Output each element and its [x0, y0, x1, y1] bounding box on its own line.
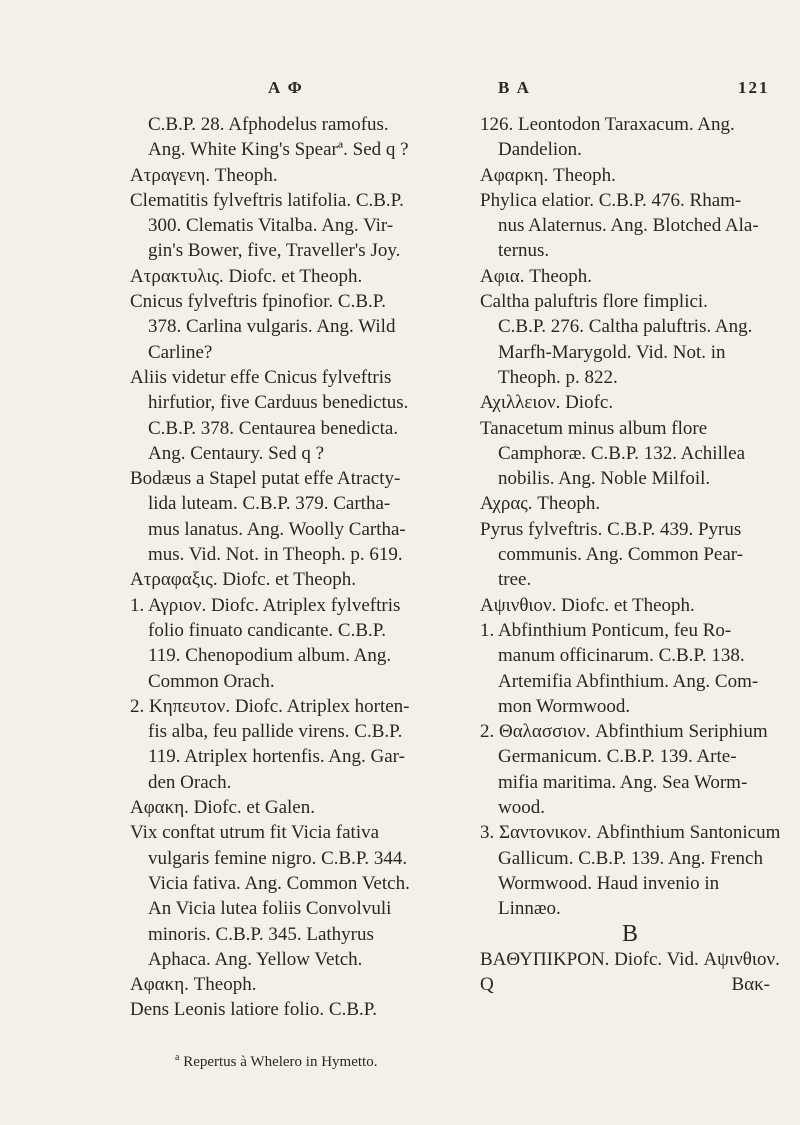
- text-line: 300. Clematis Vitalba. Ang. Vir-: [148, 215, 394, 237]
- text-line: lida luteam. C.B.P. 379. Cartha-: [148, 493, 391, 515]
- text-line: Ang. Centaury. Sed q ?: [148, 442, 325, 464]
- text-line: 2. Θαλασσιον. Abfinthium Seriphium: [480, 721, 768, 743]
- text-line: vulgaris femine nigro. C.B.P. 344.: [148, 847, 408, 869]
- footnote-mark: a: [175, 1052, 180, 1063]
- text-line: Dens Leonis latiore folio. C.B.P.: [130, 999, 377, 1021]
- text-line: Αφαρκη. Theoph.: [480, 164, 616, 186]
- right-column: [480, 112, 780, 997]
- text-line: 1. Abfinthium Ponticum, feu Ro-: [480, 619, 732, 641]
- text-line: nus Alaternus. Ang. Blotched Ala-: [498, 215, 759, 237]
- text-line: hirfutior, five Carduus benedictus.: [148, 392, 409, 414]
- signature-mark: Q: [480, 974, 494, 996]
- text-line: Αχιλλειον. Diofc.: [480, 392, 614, 414]
- text-line: nobilis. Ang. Noble Milfoil.: [498, 468, 711, 490]
- text-line: ternus.: [498, 240, 550, 262]
- text-line: communis. Ang. Common Pear-: [498, 544, 744, 566]
- header-center: B A: [498, 78, 531, 97]
- text-line: 3. Σαντονικον. Abfinthium Santonicum: [480, 822, 781, 844]
- signature-line: [480, 972, 780, 997]
- text-line: Ατρακτυλις. Diofc. et Theoph.: [130, 265, 363, 287]
- text-line: 1. Αγριον. Diofc. Atriplex fylveftris: [130, 594, 401, 616]
- text-line: 126. Leontodon Taraxacum. Ang.: [480, 114, 735, 135]
- footnote-text: Repertus à Whelero in Hymetto.: [183, 1054, 378, 1070]
- text-line: Caltha paluftris flore fimplici.: [480, 291, 708, 313]
- text-line: Cnicus fylveftris fpinofior. C.B.P.: [130, 291, 386, 313]
- text-line: Wormwood. Haud invenio in: [498, 872, 720, 894]
- text-line: Vix conftat utrum fit Vicia fativa: [130, 822, 380, 844]
- text-line: Αφακη. Diofc. et Galen.: [130, 797, 315, 819]
- text-line: Αψινθιον. Diofc. et Theoph.: [480, 594, 695, 616]
- text-line: Germanicum. C.B.P. 139. Arte-: [498, 746, 737, 768]
- text-line: Artemifia Abfinthium. Ang. Com-: [498, 670, 759, 692]
- footnote: [175, 1052, 377, 1071]
- section-letter: B: [621, 920, 638, 947]
- text-line: den Orach.: [148, 771, 232, 793]
- text-line: 378. Carlina vulgaris. Ang. Wild: [148, 316, 396, 338]
- text-line: tree.: [498, 569, 532, 591]
- text-line: Clematitis fylveftris latifolia. C.B.P.: [130, 189, 404, 211]
- text-line: BAΘΥΠΙΚΡΟΝ. Diofc. Vid. Αψινθιον.: [480, 948, 780, 970]
- text-line: manum officinarum. C.B.P. 138.: [498, 645, 745, 667]
- text-line: Αφακη. Theoph.: [130, 974, 257, 996]
- left-column: [130, 112, 475, 1023]
- text-line: 119. Atriplex hortenfis. Ang. Gar-: [148, 746, 405, 768]
- text-line: Vicia fativa. Ang. Common Vetch.: [148, 872, 410, 894]
- text-line: Αχρας. Theoph.: [480, 493, 601, 515]
- header-left: A Φ: [268, 78, 304, 97]
- text-line: Ατραφαξις. Diofc. et Theoph.: [130, 569, 356, 591]
- text-line: 119. Chenopodium album. Ang.: [148, 645, 392, 667]
- page-number: 121: [738, 78, 770, 97]
- text-line: Linnæo.: [498, 898, 561, 920]
- text-line: folio finuato candicante. C.B.P.: [148, 619, 386, 641]
- text-line: minoris. C.B.P. 345. Lathyrus: [148, 923, 374, 945]
- text-line: mon Wormwood.: [498, 695, 631, 717]
- text-line: Aliis videtur effe Cnicus fylveftris: [130, 366, 392, 388]
- text-line: mifia maritima. Ang. Sea Worm-: [498, 771, 748, 793]
- text-line: Αφια. Theoph.: [480, 265, 593, 287]
- text-line: C.B.P. 276. Caltha paluftris. Ang.: [498, 316, 753, 338]
- text-line: 2. Κηπευτον. Diofc. Atriplex horten-: [130, 695, 410, 717]
- text-line: Carline?: [148, 341, 213, 363]
- text-line: Common Orach.: [148, 670, 275, 692]
- text-line: Ang. White King's Spearª. Sed q ?: [148, 139, 409, 161]
- text-line: mus. Vid. Not. in Theoph. p. 619.: [148, 544, 403, 566]
- text-line: Marfh-Marygold. Vid. Not. in: [498, 341, 726, 363]
- running-header: [0, 78, 800, 102]
- text-line: mus lanatus. Ang. Woolly Cartha-: [148, 518, 406, 540]
- text-line: C.B.P. 378. Centaurea benedicta.: [148, 417, 399, 439]
- catchword: Βακ-: [731, 974, 770, 996]
- text-line: fis alba, feu pallide virens. C.B.P.: [148, 721, 403, 743]
- text-line: Aphaca. Ang. Yellow Vetch.: [148, 948, 363, 970]
- text-line: Dandelion.: [498, 139, 582, 161]
- text-line: Bodæus a Stapel putat effe Atracty-: [130, 468, 401, 490]
- text-line: Ατραγενη. Theoph.: [130, 164, 278, 186]
- text-line: Camphoræ. C.B.P. 132. Achillea: [498, 442, 745, 464]
- text-line: wood.: [498, 797, 545, 819]
- text-line: Theoph. p. 822.: [498, 366, 618, 388]
- text-line: Tanacetum minus album flore: [480, 417, 708, 439]
- text-line: gin's Bower, five, Traveller's Joy.: [148, 240, 401, 262]
- text-line: Pyrus fylveftris. C.B.P. 439. Pyrus: [480, 518, 742, 540]
- text-line: C.B.P. 28. Afphodelus ramofus.: [148, 114, 389, 135]
- text-line: Gallicum. C.B.P. 139. Ang. French: [498, 847, 763, 869]
- text-line: An Vicia lutea foliis Convolvuli: [148, 898, 392, 920]
- text-line: Phylica elatior. C.B.P. 476. Rham-: [480, 189, 742, 211]
